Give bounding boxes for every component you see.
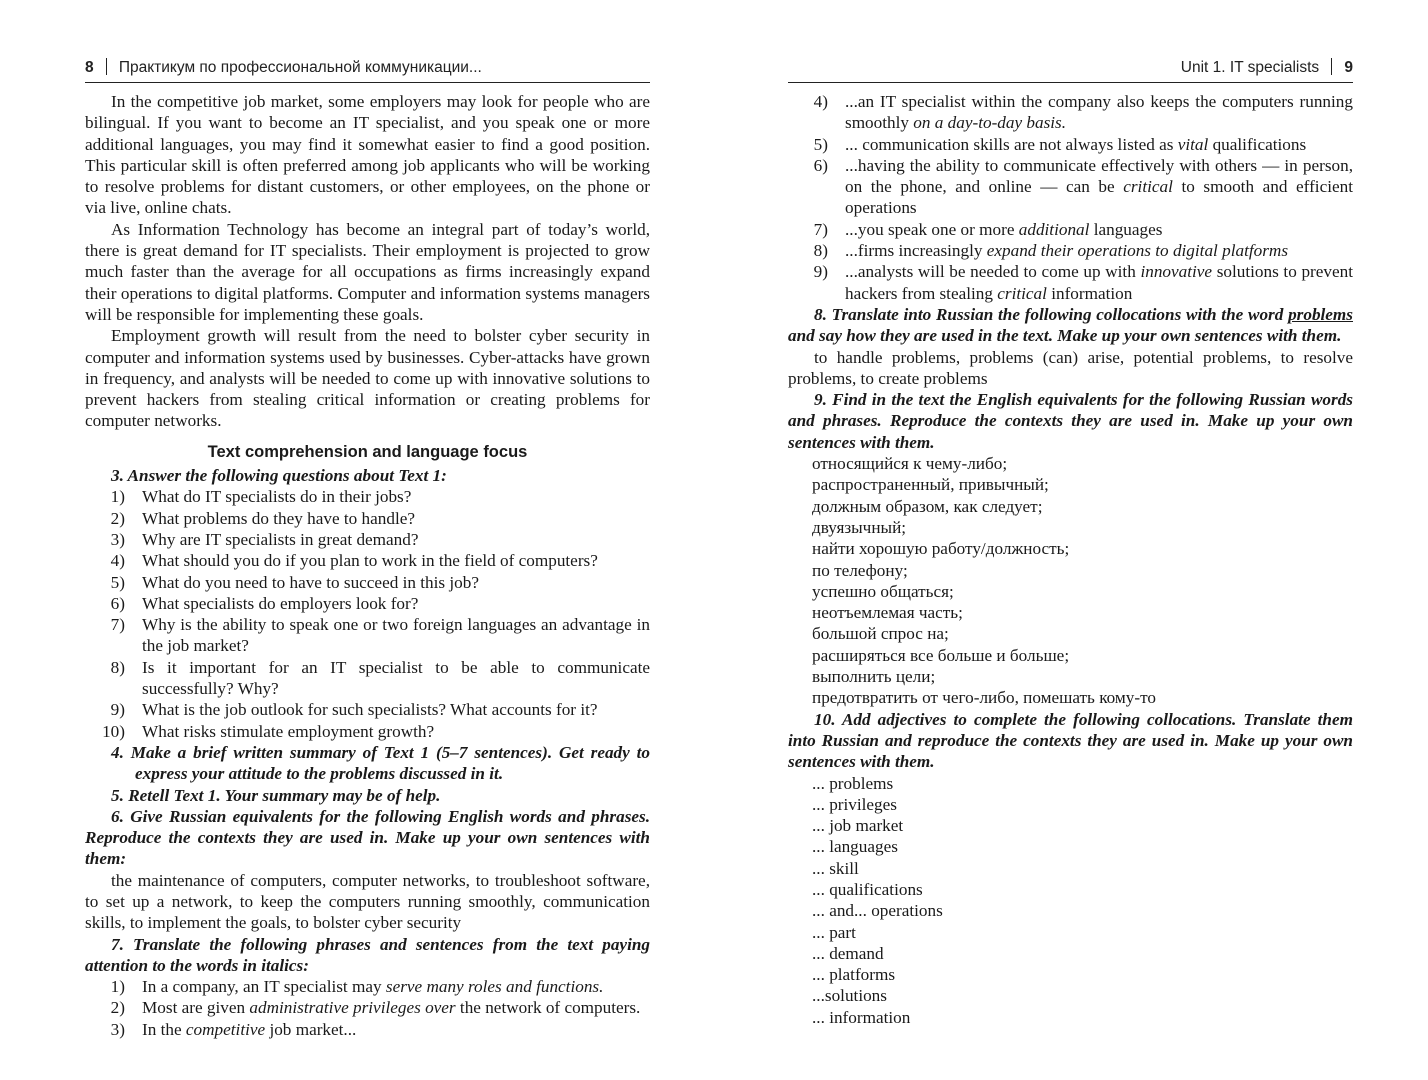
list-item: 9) What is the job outlook for such specialists? What accounts for it? — [110, 700, 598, 720]
task-10-heading: 10. Add adjectives to complete the following collocations. Translate them into Russian and reproduce the contexts they are used in. Make up your own sentences with them. — [788, 709, 1353, 772]
task-3-heading: 3. Answer the following questions about Text 1: — [111, 466, 447, 486]
list-item: предотвратить от чего-либо, помешать кому-то — [812, 688, 1157, 708]
left-page — [85, 0, 650, 1080]
left-page-body — [85, 91, 650, 1040]
list-item: ... qualifications — [812, 879, 923, 899]
list-item: ... skill — [812, 858, 859, 878]
list-item: 4) ...an IT specialist within the company also keeps the computers running smoothly on a day-to-day basis. — [813, 92, 1353, 133]
list-item: распространенный, привычный; — [812, 475, 1049, 495]
list-item: ... privileges — [812, 794, 897, 814]
left-header-title: Практикум по профессиональной коммуникации... — [118, 59, 482, 76]
list-item: выполнить цели; — [812, 667, 936, 687]
paragraph: As Information Technology has become an integral part of today’s world, there is great demand for IT specialists. Their employment is projected to grow much faster than the average for all occupations as firms increasingly expand their operations to digital platforms. Computer and information systems managers will be responsible for implementing these goals. — [85, 219, 650, 324]
right-page-number: 9 — [1344, 59, 1353, 76]
right-header-title: Unit 1. IT specialists — [1180, 59, 1320, 76]
list-item: 2) What problems do they have to handle? — [110, 508, 416, 528]
task-6-heading: 6. Give Russian equivalents for the following English words and phrases. Reproduce the contexts they are used in. Make up your own sentences with them: — [85, 806, 650, 869]
header-divider — [106, 58, 107, 75]
left-running-header — [85, 58, 650, 83]
header-divider — [1331, 58, 1332, 75]
list-item: 5) ... communication skills are not always listed as vital qualifications — [813, 134, 1307, 154]
list-item: 7) ...you speak one or more additional languages — [813, 219, 1163, 239]
collocations-list — [788, 773, 1353, 1029]
list-item: ... part — [812, 922, 856, 942]
task-8-text: to handle problems, problems (can) arise, potential problems, to resolve problems, to create problems — [788, 347, 1353, 388]
task-6-text: the maintenance of computers, computer networks, to troubleshoot software, to set up a network, to keep the computers running smoothly, communication skills, to implement the goals, to bolster cyber security — [85, 870, 650, 933]
list-item: ... and... operations — [812, 901, 943, 921]
list-item: большой спрос на; — [812, 624, 949, 644]
list-item: 4) What should you do if you plan to work in the field of computers? — [110, 551, 598, 571]
list-item: 1) In a company, an IT specialist may serve many roles and functions. — [110, 977, 604, 997]
list-item: 6) ...having the ability to communicate effectively with others — in person, on the phone, and online — can be critical to smooth and efficient operations — [813, 155, 1353, 218]
paragraph: In the competitive job market, some employers may look for people who are bilingual. If you want to become an IT specialist, and you speak one or more additional languages, you may find it somewhat easier to find a good position. This particular skill is often preferred among job applicants who will be working to resolve problems for distant customers, or other employees, on the phone or via live, online chats. — [85, 92, 650, 218]
list-item: 8) Is it important for an IT specialist to be able to communicate successfully? Why? — [110, 657, 650, 699]
list-item: успешно общаться; — [812, 581, 954, 601]
task-7-heading: 7. Translate the following phrases and sentences from the text paying attention to the words in italics: — [85, 934, 650, 975]
questions-list — [85, 486, 650, 742]
list-item: 10) What risks stimulate employment growth? — [102, 721, 435, 741]
right-running-header — [788, 58, 1353, 83]
list-item: расширяться все больше и больше; — [812, 645, 1070, 665]
list-item: 1) What do IT specialists do in their jobs? — [110, 487, 412, 507]
underlined-word: problems — [1288, 304, 1353, 324]
task-9-heading: 9. Find in the text the English equivalents for the following Russian words and phrases. Reproduce the contexts they are used in. Make up your own sentences with them. — [788, 390, 1353, 452]
list-item: по телефону; — [812, 560, 908, 580]
task-4-heading: 4. Make a brief written summary of Text 1 (5–7 sentences). Get ready to express your attitude to the problems discussed in it. — [111, 742, 650, 784]
list-item: двуязычный; — [812, 517, 907, 537]
list-item: 5) What do you need to have to succeed in this job? — [110, 572, 479, 592]
task-5-heading: 5. Retell Text 1. Your summary may be of help. — [111, 785, 441, 805]
list-item: ... problems — [812, 773, 894, 793]
list-item: должным образом, как следует; — [812, 496, 1043, 516]
list-item: ... job market — [812, 816, 904, 836]
list-item: относящийся к чему-либо; — [812, 454, 1008, 474]
right-page-body — [788, 91, 1353, 1028]
list-item: 2) Most are given administrative privileges over the network of computers. — [110, 998, 641, 1018]
list-item: 3) In the competitive job market... — [110, 1019, 357, 1039]
list-item: найти хорошую работу/должность; — [812, 539, 1070, 559]
list-item: 3) Why are IT specialists in great demand? — [110, 529, 419, 549]
paragraph: Employment growth will result from the need to bolster cyber security in computer and information systems used by businesses. Cyber-attacks have grown in frequency, and analysts will be needed to come up with innovative solutions to prevent hackers from stealing critical information or creating problems for computer networks. — [85, 326, 650, 431]
list-item: ... demand — [812, 943, 884, 963]
section-heading: Text comprehension and language focus — [207, 442, 528, 461]
list-item: ... languages — [812, 837, 898, 857]
list-item: 6) What specialists do employers look for? — [110, 593, 419, 613]
russian-words-list — [788, 453, 1353, 709]
list-item: 8) ...firms increasingly expand their operations to digital platforms — [813, 241, 1289, 261]
list-item: ... platforms — [812, 965, 896, 985]
task-7-list-continued — [788, 91, 1353, 304]
task-7-list — [85, 976, 650, 1040]
list-item: 7) Why is the ability to speak one or two foreign languages an advantage in the job market? — [110, 615, 650, 656]
right-page — [788, 0, 1353, 1080]
list-item: неотъемлемая часть; — [812, 603, 963, 623]
task-8-heading: 8. Translate into Russian the following collocations with the word problems and say how they are used in the text. Make up your own sentences with them. — [788, 304, 1353, 346]
list-item: ... information — [812, 1007, 911, 1027]
list-item: ...solutions — [812, 986, 887, 1006]
list-item: 9) ...analysts will be needed to come up with innovative solutions to prevent hackers from stealing critical information — [813, 262, 1353, 303]
left-page-number: 8 — [85, 59, 94, 76]
